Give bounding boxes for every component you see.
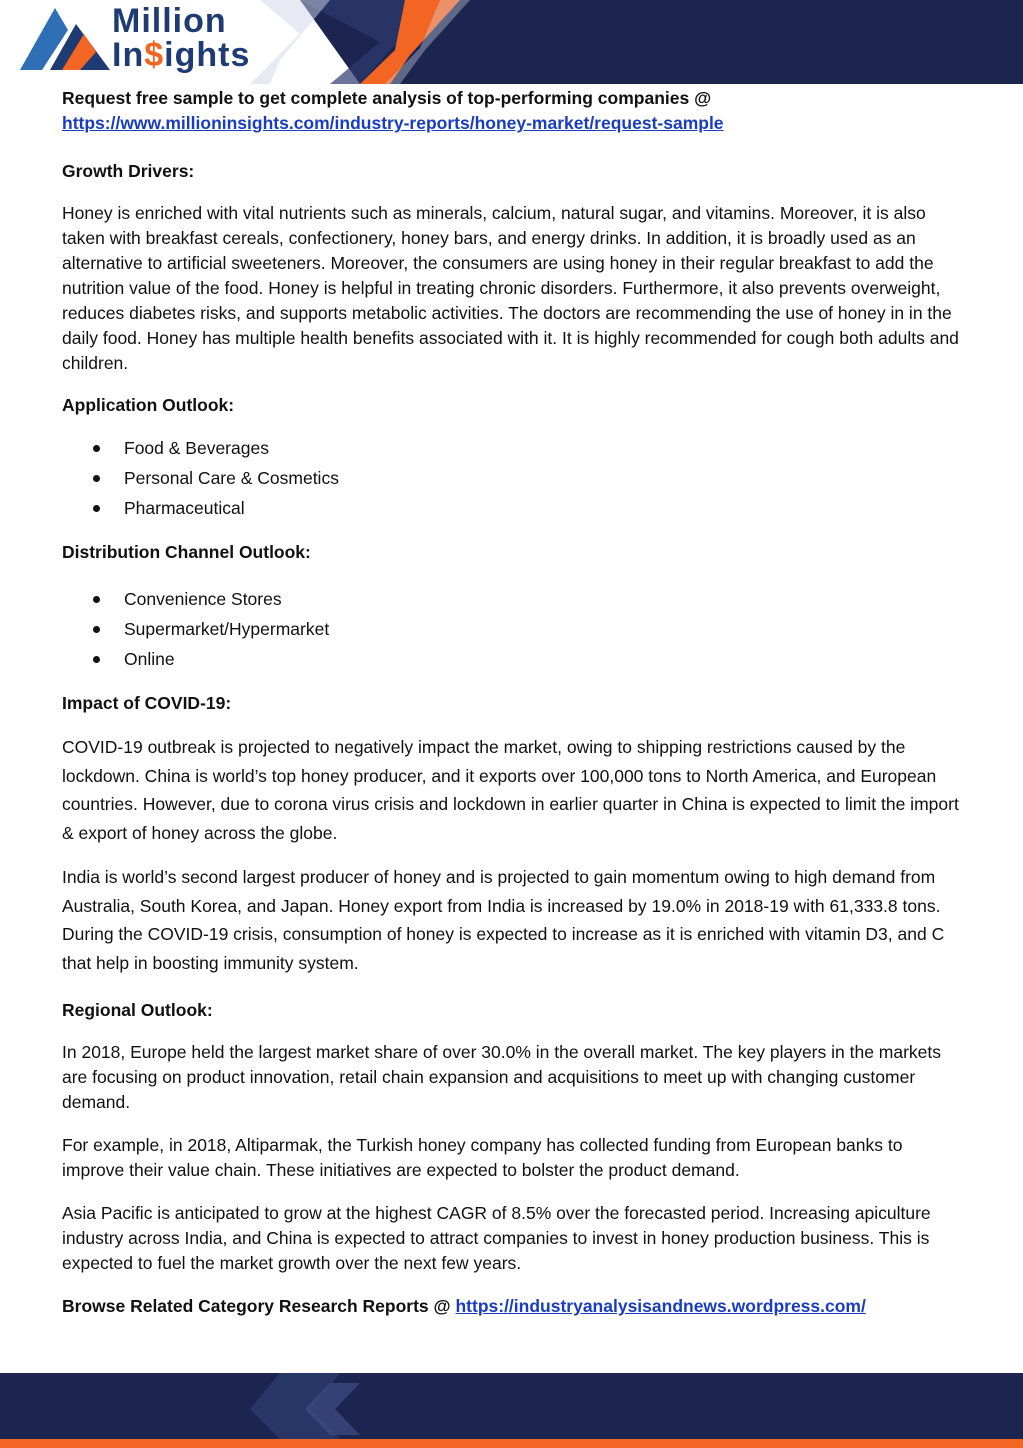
bullet-icon bbox=[93, 626, 100, 633]
header-banner bbox=[0, 0, 1023, 84]
logo[interactable] bbox=[112, 4, 250, 72]
logo-line2-suffix: ights bbox=[164, 36, 251, 74]
list-item-label: Convenience Stores bbox=[124, 589, 282, 609]
logo-icon bbox=[10, 0, 120, 84]
application-list bbox=[62, 433, 962, 523]
logo-line2 bbox=[112, 38, 250, 72]
list-item bbox=[62, 614, 962, 644]
list-item bbox=[62, 493, 962, 523]
regional-paragraph-2: For example, in 2018, Altiparmak, the Turkish honey company has collected funding from European banks to improve their value chain. These initiatives are expected to bolster the product demand. bbox=[62, 1135, 903, 1180]
regional-paragraph-1: In 2018, Europe held the largest market share of over 30.0% in the overall market. The key players in the markets are focusing on product innovation, retail chain expansion and acquisitions to meet up with changing customer demand. bbox=[62, 1042, 942, 1112]
list-item-label: Online bbox=[124, 649, 175, 669]
covid-paragraph-2: India is world’s second largest producer of honey and is projected to gain momentum owing to high demand from Australia, South Korea, and Japan. Honey export from India is increased by 19.0% in 2018-19 with 61,333.8 tons. During the COVID-19 crisis, consumption of honey is expected to increase as it is enriched with vitamin D3, and C that help in boosting immunity system. bbox=[62, 867, 945, 973]
growth-heading: Growth Drivers: bbox=[62, 161, 195, 181]
footer-banner bbox=[0, 1373, 1023, 1448]
regional-paragraph-3: Asia Pacific is anticipated to grow at the highest CAGR of 8.5% over the forecasted period. Increasing apiculture industry across India, and China is expected to attract companies to invest in honey production business. This is expected to fuel the market growth over the next few years. bbox=[62, 1203, 931, 1273]
browse-text: Browse Related Category Research Reports @ bbox=[62, 1296, 451, 1316]
covid-paragraph-1: COVID-19 outbreak is projected to negatively impact the market, owing to shipping restrictions caused by the lockdown. China is world’s top honey producer, and it exports over 100,000 tons to North America, and European countries. However, due to corona virus crisis and lockdown in earlier quarter in China is expected to limit the import & export of honey across the globe. bbox=[62, 737, 959, 843]
growth-body: Honey is enriched with vital nutrients such as minerals, calcium, natural sugar, and vitamins. Moreover, it is also taken with breakfast cereals, confectionery, honey bars, and energy drinks. In addition, it is broadly used as an alternative to artificial sweeteners. Moreover, the consumers are using honey in their regular breakfast to add the nutrition value of the food. Honey is helpful in treating chronic disorders. Furthermore, it also prevents overweight, reduces diabetes risks, and supports metabolic activities. The doctors are recommending the use of honey in in the daily food. Honey has multiple health benefits associated with it. It is highly recommended for cough both adults and children. bbox=[62, 203, 959, 373]
bullet-icon bbox=[93, 505, 100, 512]
request-sample-link[interactable]: https://www.millioninsights.com/industry-reports/honey-market/request-sample bbox=[62, 113, 724, 133]
regional-heading: Regional Outlook: bbox=[62, 1000, 213, 1020]
logo-line2-prefix: In bbox=[112, 36, 145, 74]
list-item bbox=[62, 433, 962, 463]
covid-section bbox=[62, 733, 962, 977]
list-item-label: Personal Care & Cosmetics bbox=[124, 468, 339, 488]
logo-line1: Million bbox=[112, 2, 227, 40]
bullet-icon bbox=[93, 656, 100, 663]
document-body bbox=[62, 86, 962, 1319]
list-item bbox=[62, 584, 962, 614]
bullet-icon bbox=[93, 475, 100, 482]
browse-line bbox=[62, 1294, 962, 1319]
application-heading: Application Outlook: bbox=[62, 395, 235, 415]
distribution-heading: Distribution Channel Outlook: bbox=[62, 542, 311, 562]
bullet-icon bbox=[93, 445, 100, 452]
list-item-label: Pharmaceutical bbox=[124, 498, 245, 518]
covid-heading: Impact of COVID-19: bbox=[62, 693, 232, 713]
list-item bbox=[62, 644, 962, 674]
list-item-label: Food & Beverages bbox=[124, 438, 269, 458]
logo-dollar: $ bbox=[144, 36, 165, 74]
bullet-icon bbox=[93, 596, 100, 603]
browse-link[interactable]: https://industryanalysisandnews.wordpress.com/ bbox=[455, 1296, 866, 1316]
distribution-list bbox=[62, 584, 962, 674]
list-item bbox=[62, 463, 962, 493]
footer-graphic bbox=[0, 1373, 1023, 1448]
intro-text: Request free sample to get complete analysis of top-performing companies @ bbox=[62, 88, 712, 108]
list-item-label: Supermarket/Hypermarket bbox=[124, 619, 330, 639]
